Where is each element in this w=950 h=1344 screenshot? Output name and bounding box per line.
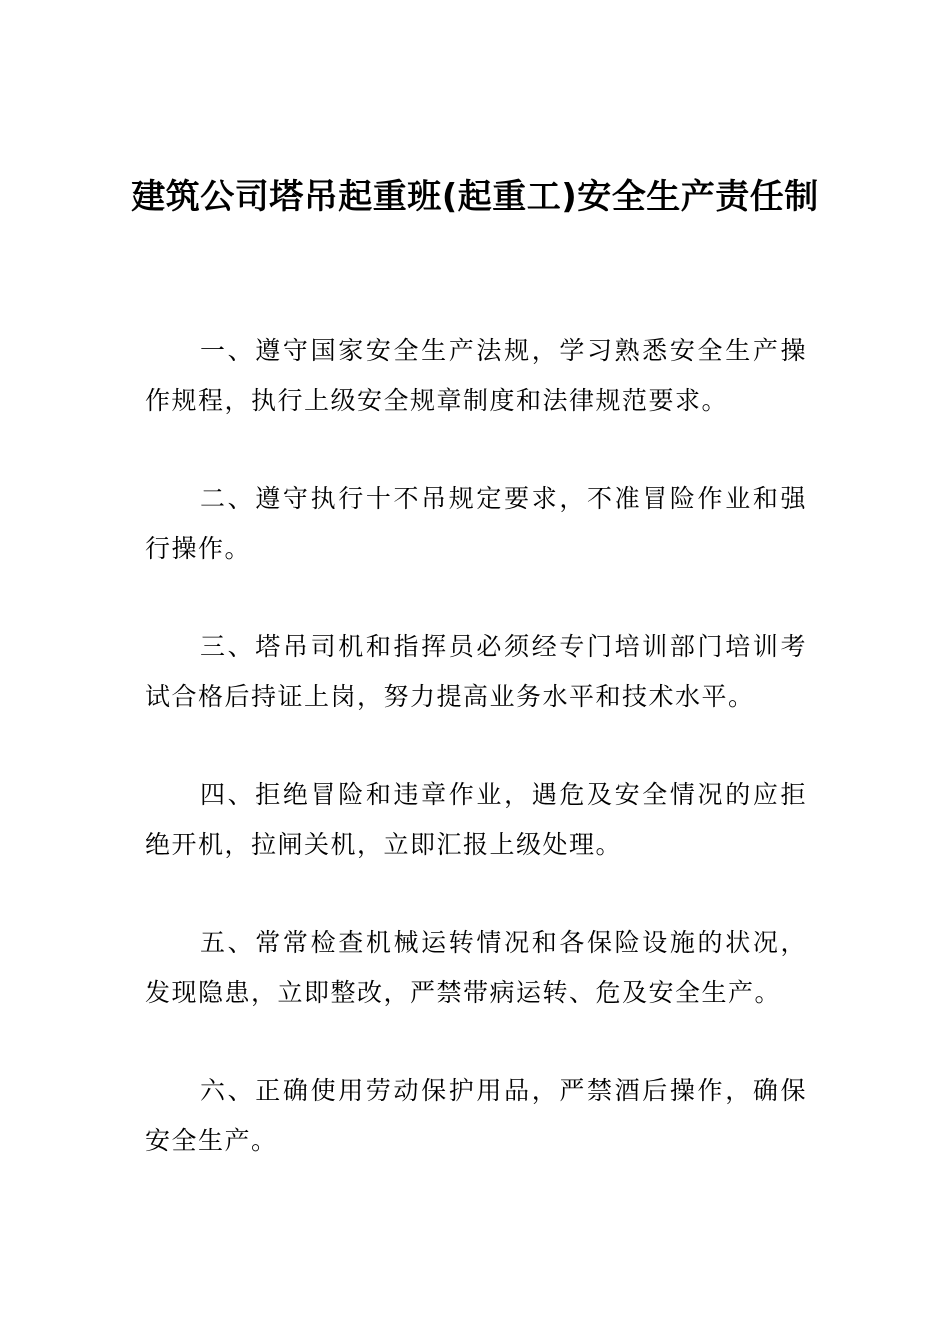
paragraph-2: 二、遵守执行十不吊规定要求，不准冒险作业和强行操作。 <box>145 484 807 563</box>
paragraph-3: 三、塔吊司机和指挥员必须经专门培训部门培训考试合格后持证上岗，努力提高业务水平和技术水平。 <box>145 632 807 711</box>
paragraph-6: 六、正确使用劳动保护用品，严禁酒后操作，确保安全生产。 <box>145 1076 807 1155</box>
paragraph-4: 四、拒绝冒险和违章作业，遇危及安全情况的应拒绝开机，拉闸关机，立即汇报上级处理。 <box>145 780 807 859</box>
paragraph-1: 一、遵守国家安全生产法规，学习熟悉安全生产操作规程，执行上级安全规章制度和法律规范要求。 <box>145 336 807 415</box>
paragraph-5: 五、常常检查机械运转情况和各保险设施的状况，发现隐患，立即整改，严禁带病运转、危及安全生产。 <box>145 928 807 1007</box>
document-title: 建筑公司塔吊起重班(起重工)安全生产责任制 <box>131 177 819 217</box>
document-body <box>145 326 807 1214</box>
